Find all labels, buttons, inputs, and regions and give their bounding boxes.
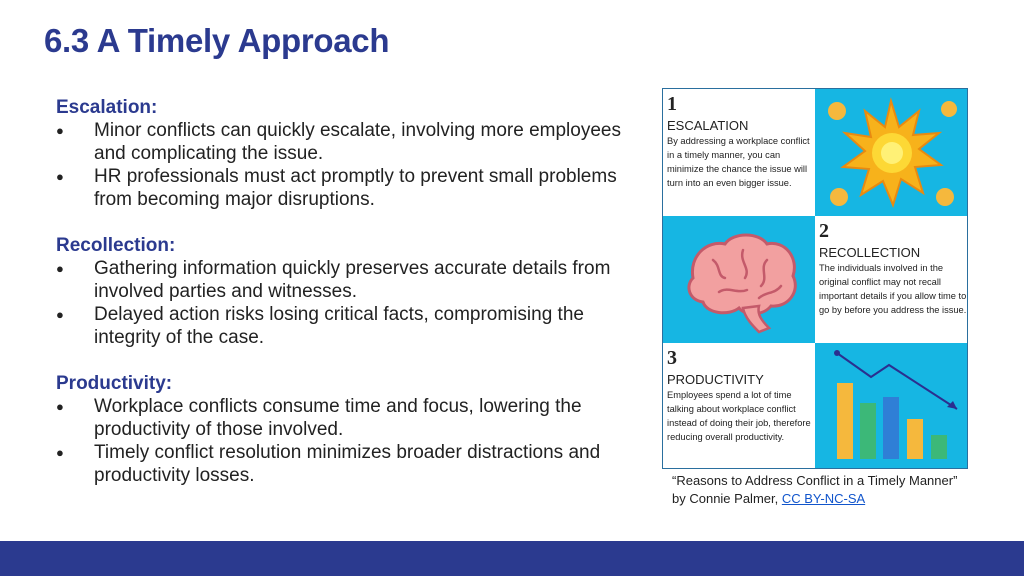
infographic	[662, 88, 968, 469]
slide-title: 6.3 A Timely Approach	[44, 22, 390, 59]
bullet-item: ● Timely conflict resolution minimizes broader distractions and productivity losses.	[56, 441, 626, 487]
section-productivity	[56, 372, 626, 487]
section-heading: Recollection:	[56, 235, 176, 256]
panel-number: 3	[667, 347, 677, 369]
declining-bar-chart-icon	[815, 343, 967, 469]
panel-productivity-text	[663, 343, 815, 469]
panel-heading: ESCALATION	[667, 118, 749, 133]
panel-heading: PRODUCTIVITY	[667, 372, 764, 387]
panel-heading: RECOLLECTION	[819, 245, 921, 260]
caption-text: “Reasons to Address Conflict in a Timely Manner” by Connie Palmer,	[672, 473, 958, 506]
bullet-list	[56, 257, 626, 349]
panel-recollection-text	[815, 216, 967, 343]
section-heading: Escalation:	[56, 97, 158, 118]
bullet-item: ● Gathering information quickly preserves accurate details from involved parties and witnesses.	[56, 257, 626, 303]
bullet-item: ● HR professionals must act promptly to prevent small problems from becoming major disruptions.	[56, 165, 626, 211]
panel-body: By addressing a workplace conflict in a timely manner, you can minimize the chance the issue will turn into an even bigger issue.	[667, 136, 810, 188]
panel-number: 1	[667, 93, 677, 115]
bullet-item: ● Delayed action risks losing critical facts, compromising the integrity of the case.	[56, 303, 626, 349]
bullet-item: ● Workplace conflicts consume time and focus, lowering the productivity of those involved.	[56, 395, 626, 441]
bullet-list	[56, 395, 626, 487]
explosion-icon	[815, 89, 967, 216]
panel-escalation-text	[663, 89, 815, 216]
panel-number: 2	[819, 220, 829, 242]
footer-bar	[0, 541, 1024, 576]
section-heading: Productivity:	[56, 373, 173, 394]
section-escalation	[56, 96, 626, 211]
image-caption	[672, 472, 972, 508]
license-link[interactable]: CC BY-NC-SA	[781, 491, 866, 506]
brain-icon	[663, 216, 815, 343]
bullet-list	[56, 119, 626, 211]
content-column	[56, 96, 626, 510]
panel-body: The individuals involved in the original conflict may not recall important details if you allow time to go by before you address the issue.	[819, 263, 967, 315]
panel-body: Employees spend a lot of time talking about workplace conflict instead of doing their job, therefore reducing overall productivity.	[667, 390, 811, 442]
section-recollection	[56, 234, 626, 349]
bullet-item: ● Minor conflicts can quickly escalate, involving more employees and complicating the issue.	[56, 119, 626, 165]
